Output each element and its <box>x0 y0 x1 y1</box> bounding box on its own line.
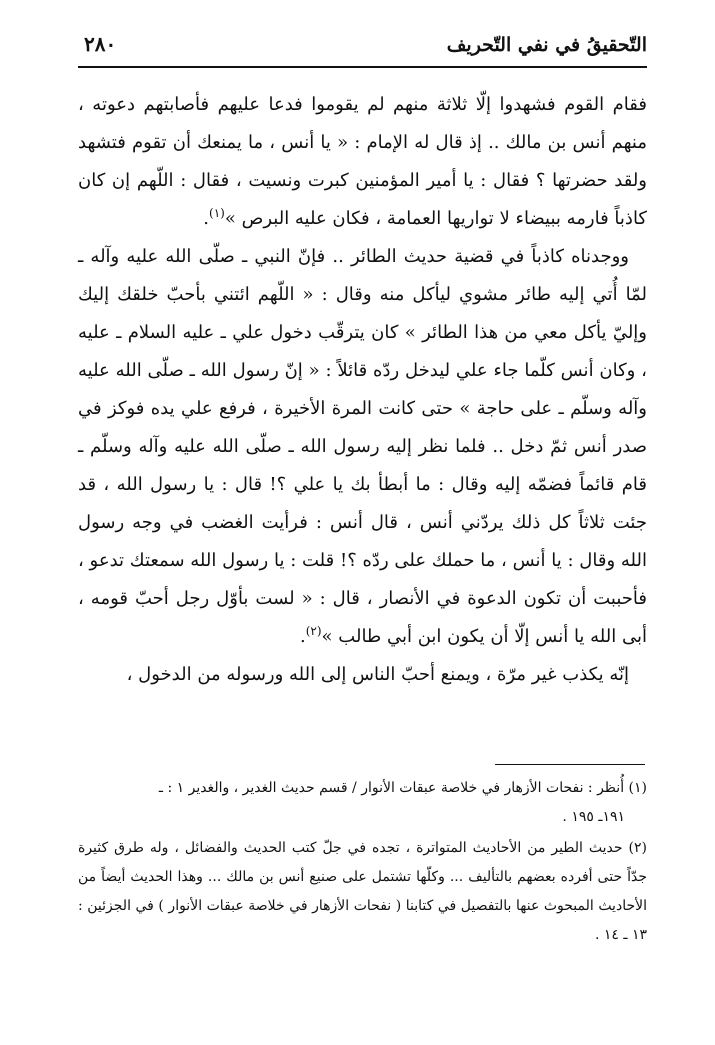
footnote-divider <box>495 764 645 765</box>
footnote-ref-2[interactable]: (٢) <box>305 624 322 638</box>
header-divider <box>78 66 647 68</box>
paragraph-3 <box>78 656 647 694</box>
footnote-ref-1[interactable]: (١) <box>209 206 225 220</box>
footnotes <box>78 774 647 952</box>
paragraph-1 <box>78 86 647 238</box>
footnote-1-line-2: ١٩١ـ ١٩٥ . <box>562 809 625 825</box>
paragraph-2-end: . <box>299 626 306 647</box>
footnote-2-text: (٢) حديث الطير من الأحاديث المتواترة ، تجده في جلّ كتب الحديث والفضائل ، وله طرق كثيرة جدّاً حتى أفرده بعضهم بالتأليف ... وكلّها تشتمل على صنيع أنس بن مالك ... وهذا الحديث أيضاً من الأحاديث المبحوث عنها بالتفصيل في كتابنا ( نفحات الأزهار في خلاصة عبقات الأنوار ) في الجزئين : ١٣ ـ ١٤ . <box>78 840 647 943</box>
paragraph-2-text: ووجدناه كاذباً في قضية حديث الطائر .. فإنّ النبي ـ صلّى الله عليه وآله ـ لمّا أُتي إليه طائر مشوي ليأكل منه وقال : « اللّهم ائتني بأحبّ خلقك إليك وإليّ يأكل معي من هذا الطائر » كان يترقّب دخول علي ـ عليه السلام ـ عليه ، وكان أنس كلّما جاء علي ليدخل ردّه قائلاً : « إنّ رسول الله ـ صلّى الله عليه وآله وسلّم ـ على حاجة » حتى كانت المرة الأخيرة ، فرفع علي يده فوكز في صدر أنس ثمّ دخل .. فلما نظر إليه رسول الله ـ صلّى الله عليه وآله وسلّم ـ قام قائماً فضمّه إليه وقال : ما أبطأ بك يا علي ؟! قال : يا رسول الله ، قد جئت ثلاثاً كل ذلك يردّني أنس ، قال أنس : فرأيت الغضب في وجه رسول الله وقال : يا أنس ، ما حملك على ردّه ؟! قلت : يا رسول الله سمعتك تدعو ، فأحببت أن تكون الدعوة في الأنصار ، قال : « لست بأوّل رجل أحبّ قومه ، أبى الله يا أنس إلّا أن يكون ابن أبي طالب » <box>78 246 647 647</box>
page-number: ٢٨٠ <box>84 32 117 56</box>
paragraph-3-text: إنّه يكذب غير مرّة ، ويمنع أحبّ الناس إلى الله ورسوله من الدخول ، <box>126 664 629 685</box>
footnote-1 <box>78 774 647 832</box>
footnote-1-line-1: (١) أُنظر : نفحات الأزهار في خلاصة عبقات الأنوار / قسم حديث الغدير ، والغدير ١ : ـ <box>158 780 647 796</box>
footnote-2 <box>78 834 647 950</box>
paragraph-1-text: فقام القوم فشهدوا إلّا ثلاثة منهم لم يقوموا فدعا عليهم فأصابتهم دعوته ، منهم أنس بن مالك .. إذ قال له الإمام : « يا أنس ، ما يمنعك أن تقوم فتشهد ولقد حضرتها ؟ فقال : يا أمير المؤمنين كبرت ونسيت ، فقال : اللّهم إن كان كاذباً فارمه ببيضاء لا تواريها العمامة ، فكان عليه البرص » <box>78 94 647 229</box>
paragraph-2 <box>78 238 647 656</box>
running-header <box>78 26 647 66</box>
main-text <box>78 86 647 694</box>
header-title: التّحقيقُ في نفي التّحريف <box>446 34 647 56</box>
paragraph-1-end: . <box>203 208 210 229</box>
